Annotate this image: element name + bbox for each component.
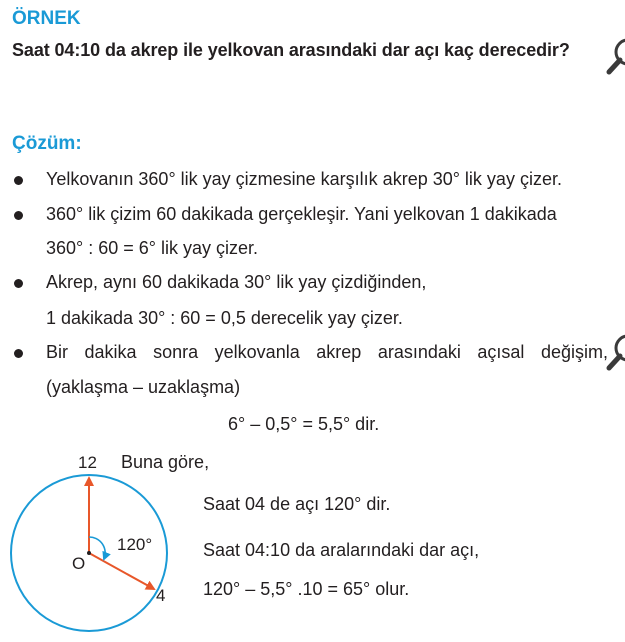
hour-hand	[89, 553, 154, 589]
result-line3: 120° – 5,5° .10 = 65° olur.	[203, 579, 410, 599]
label-center-o: O	[72, 554, 86, 573]
word: yelkovanla	[214, 342, 300, 362]
word: değişim,	[540, 342, 608, 362]
result-line1: Saat 04 de açı 120° dir.	[203, 494, 391, 514]
result-line2: Saat 04:10 da aralarındaki dar açı,	[203, 540, 480, 560]
center-dot	[87, 551, 91, 555]
label-4: 4	[156, 586, 166, 605]
label-12: 12	[78, 453, 97, 472]
word: dakika	[84, 342, 137, 362]
solution-heading: Çözüm:	[12, 133, 82, 154]
word: açısal	[477, 342, 525, 362]
example-heading: ÖRNEK	[12, 8, 81, 29]
bullet1-line1: Yelkovanın 360° lik yay çizmesine karşılık akrep 30° lik yay çizer.	[46, 169, 562, 189]
bullet2-line1: 360° lik çizim 60 dakikada gerçekleşir. Yani yelkovan 1 dakikada	[46, 204, 557, 224]
word: akrep	[316, 342, 362, 362]
word: arasındaki	[377, 342, 461, 362]
buna-gore: Buna göre,	[121, 452, 210, 472]
question-text: Saat 04:10 da akrep ile yelkovan arasındaki dar açı kaç derecedir?	[12, 40, 570, 60]
bullet3-line2: 1 dakikada 30° : 60 = 0,5 derecelik yay çizer.	[46, 308, 403, 328]
word: sonra	[153, 342, 199, 362]
angle-arc	[89, 537, 105, 559]
formula: 6° – 0,5° = 5,5° dir.	[228, 414, 380, 434]
word: Bir	[46, 342, 68, 362]
bullet2-line2: 360° : 60 = 6° lik yay çizer.	[46, 238, 259, 258]
angle-label: 120°	[117, 535, 153, 554]
bullet3-line1: Akrep, aynı 60 dakikada 30° lik yay çizdiğinden,	[46, 272, 427, 292]
bullet4-line2: (yaklaşma – uzaklaşma)	[46, 377, 241, 397]
